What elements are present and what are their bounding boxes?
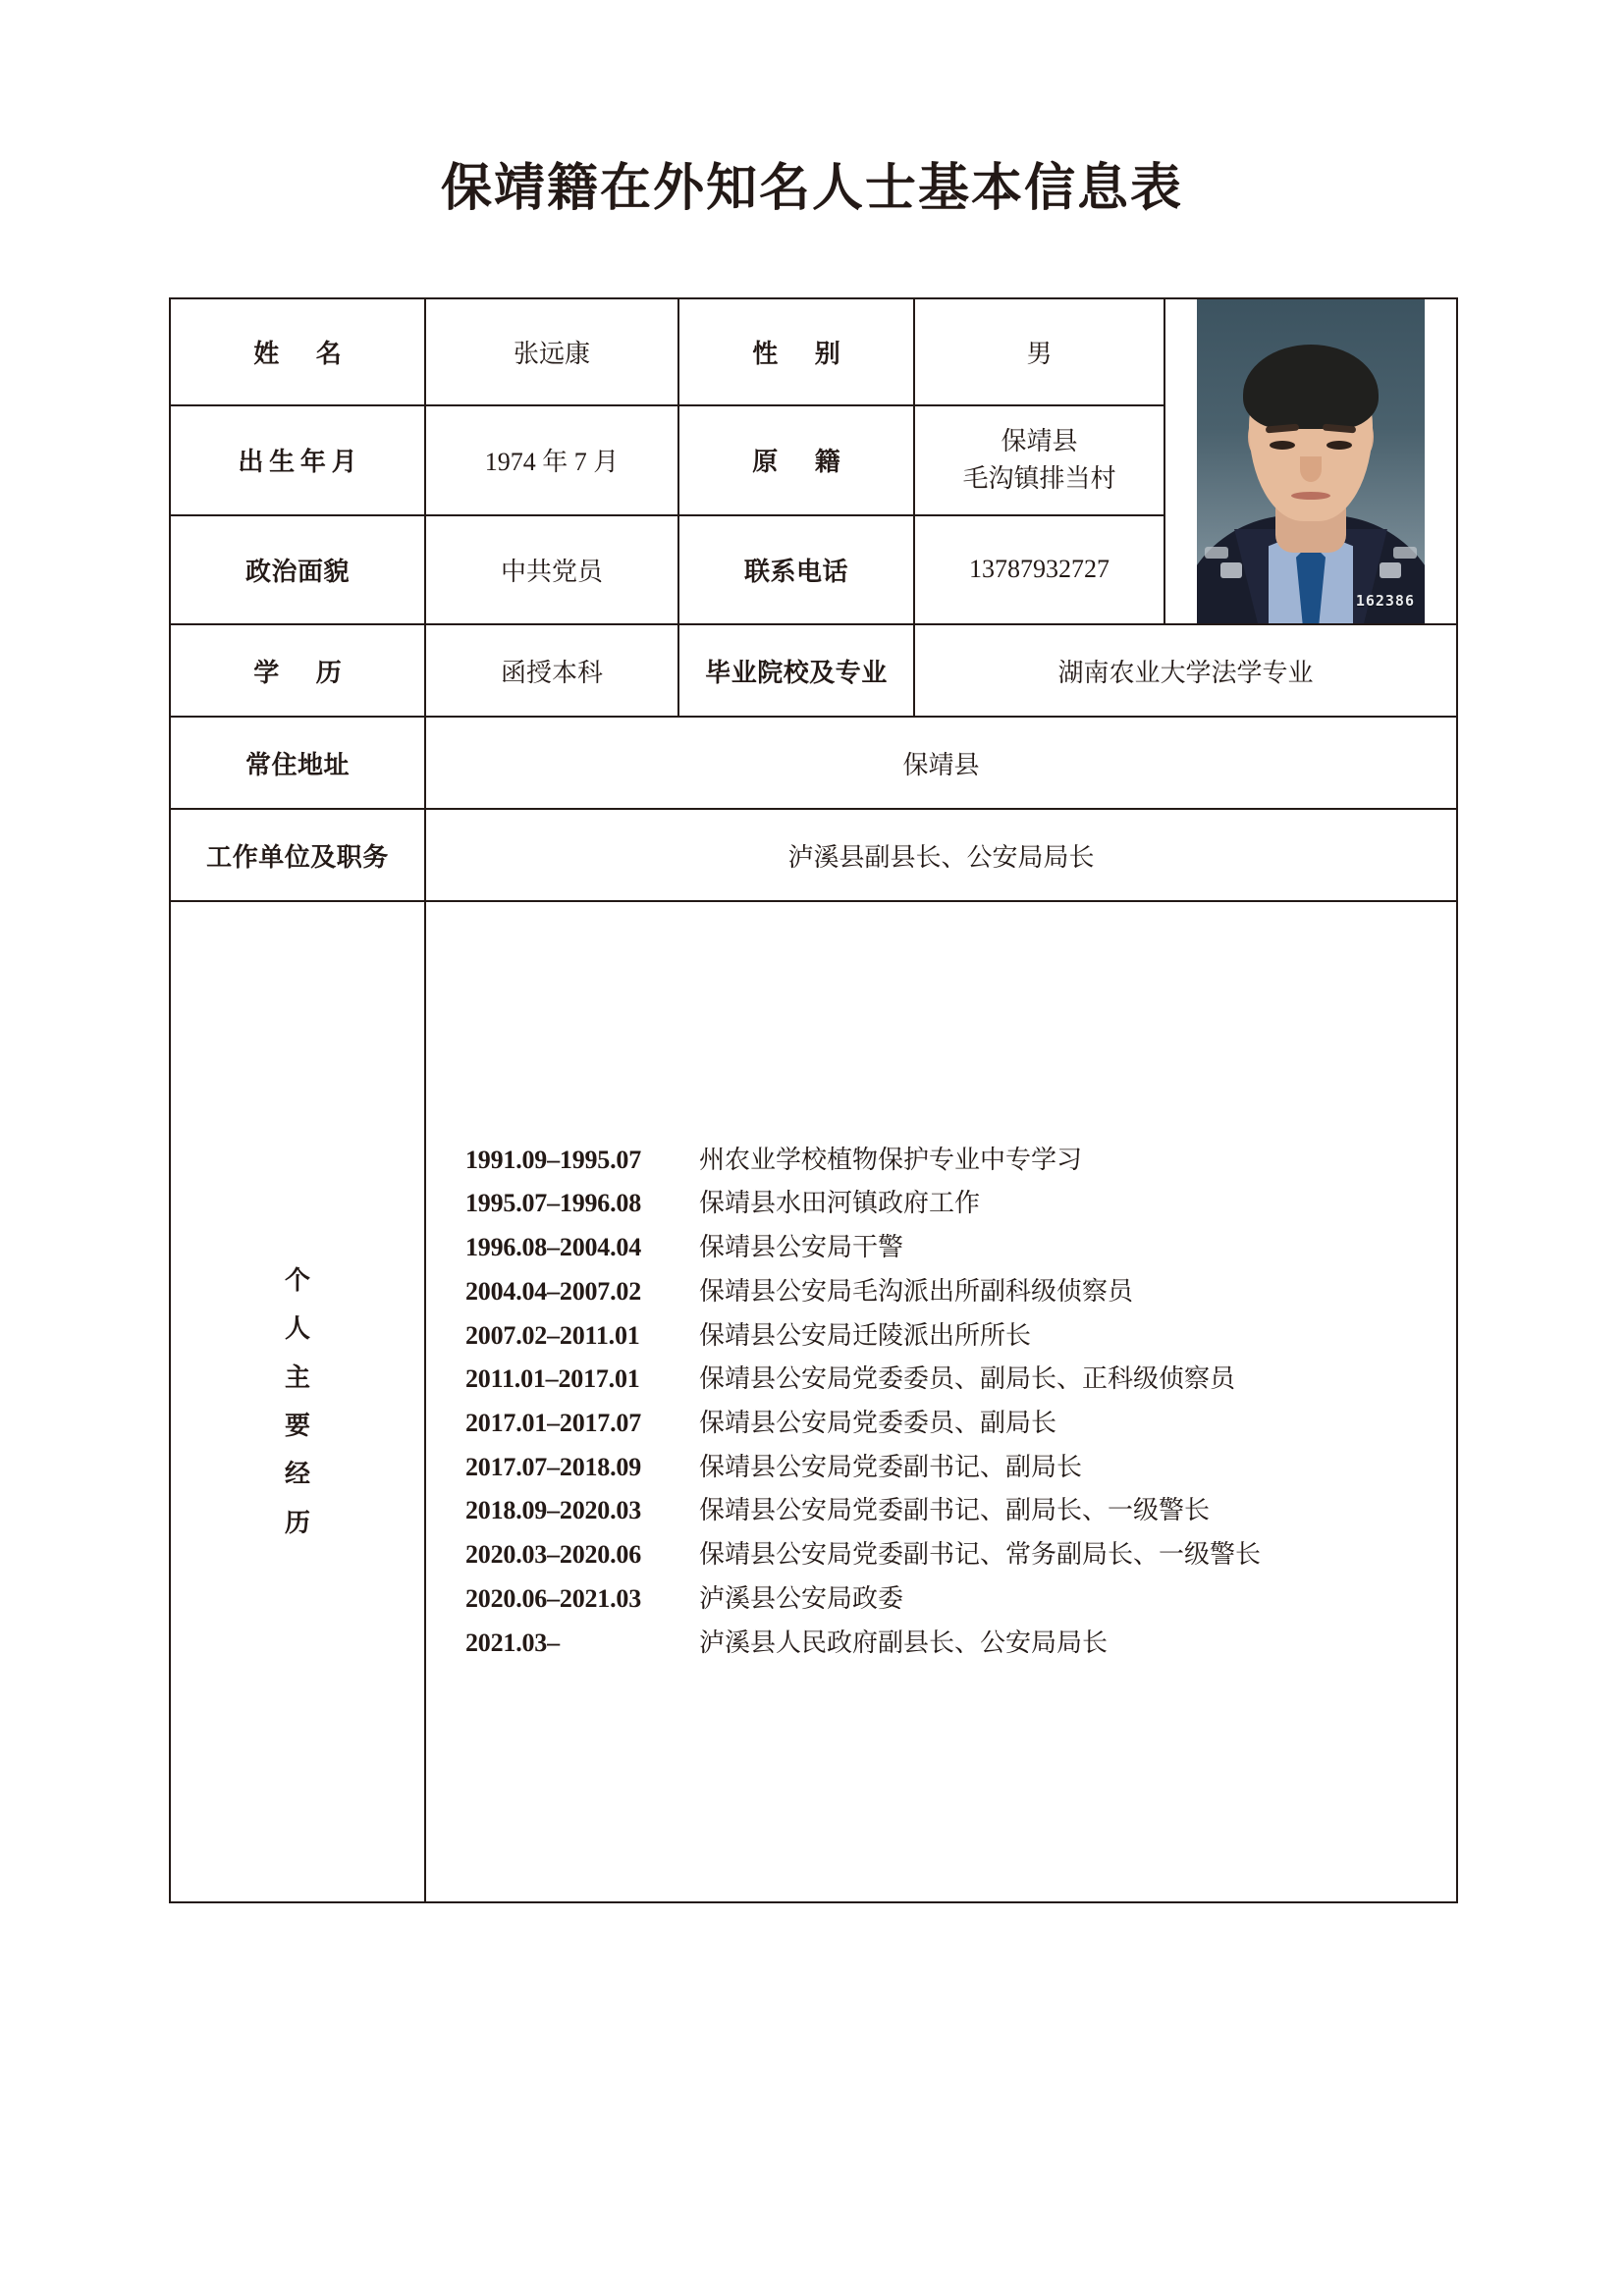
value-name: 张远康 [425, 298, 678, 405]
resume-label-char: 要 [284, 1412, 310, 1440]
label-native-place: 原 籍 [678, 405, 914, 514]
resume-entry-period: 2011.01–2017.01 [465, 1364, 640, 1394]
resume-entry-period: 2018.09–2020.03 [465, 1496, 642, 1525]
resume-entry-description: 州农业学校植物保护专业中专学习 [699, 1145, 1083, 1174]
label-birth-date: 出生年月 [170, 405, 425, 514]
label-name: 姓 名 [170, 298, 425, 405]
table-row [170, 624, 1457, 717]
chest-badge-right [1380, 562, 1401, 578]
resume-entry-description: 保靖县公安局党委副书记、常务副局长、一级警长 [699, 1540, 1262, 1570]
resume-entry [465, 1577, 1456, 1622]
resume-entry-period: 2007.02–2011.01 [465, 1320, 640, 1350]
resume-entry-period: 2004.04–2007.02 [465, 1276, 642, 1306]
resume-entry [465, 1358, 1456, 1402]
nose [1300, 456, 1322, 482]
resume-entry-description: 泸溪县人民政府副县长、公安局局长 [699, 1628, 1109, 1657]
native-place-line-1: 保靖县 [1001, 427, 1078, 456]
resume-label-char: 经 [284, 1460, 310, 1489]
value-permanent-address: 保靖县 [425, 717, 1457, 809]
resume-entry [465, 1489, 1456, 1533]
epaulet-left [1205, 547, 1228, 559]
value-personal-resume [425, 901, 1457, 1902]
resume-entry [465, 1226, 1456, 1270]
label-political-status: 政治面貌 [170, 515, 425, 624]
resume-entry [465, 1314, 1456, 1359]
value-political-status: 中共党员 [425, 515, 678, 624]
resume-label-char: 个 [284, 1265, 310, 1295]
value-work-unit: 泸溪县副县长、公安局局长 [425, 809, 1457, 901]
table-row [170, 717, 1457, 809]
resume-entry-period: 1995.07–1996.08 [465, 1189, 642, 1218]
resume-entry-description: 保靖县公安局党委副书记、副局长、一级警长 [699, 1496, 1211, 1525]
police-badge-number: 162386 [1355, 592, 1415, 610]
label-personal-resume [170, 901, 425, 1902]
resume-entry-description: 保靖县公安局迁陵派出所所长 [699, 1320, 1032, 1350]
label-phone: 联系电话 [678, 515, 914, 624]
resume-entry [465, 1182, 1456, 1226]
value-birth-date: 1974 年 7 月 [425, 405, 678, 514]
resume-entry-period: 2021.03– [465, 1628, 560, 1657]
resume-entry-period: 1991.09–1995.07 [465, 1145, 642, 1174]
resume-entry-period: 2017.07–2018.09 [465, 1452, 642, 1481]
eye-left [1270, 441, 1295, 450]
table-row [170, 809, 1457, 901]
label-school-major: 毕业院校及专业 [678, 624, 914, 717]
resume-entry [465, 1533, 1456, 1577]
resume-label-char: 历 [284, 1508, 310, 1537]
value-education: 函授本科 [425, 624, 678, 717]
table-row [170, 298, 1457, 405]
native-place-line-2: 毛沟镇排当村 [962, 463, 1116, 493]
resume-entry-description: 保靖县公安局党委副书记、副局长 [699, 1452, 1083, 1481]
label-work-unit: 工作单位及职务 [170, 809, 425, 901]
resume-entry [465, 1622, 1456, 1666]
resume-entry-description: 保靖县水田河镇政府工作 [699, 1189, 981, 1218]
value-school-major: 湖南农业大学法学专业 [914, 624, 1457, 717]
resume-entry-description: 保靖县公安局党委委员、副局长、正科级侦察员 [699, 1364, 1236, 1394]
resume-entry-period: 2017.01–2017.07 [465, 1409, 642, 1437]
resume-entry-period: 2020.06–2021.03 [465, 1583, 642, 1613]
resume-entry [465, 1446, 1456, 1490]
chest-badge-left [1220, 562, 1242, 578]
label-gender: 性 别 [678, 298, 914, 405]
resume-entry [465, 1402, 1456, 1446]
resume-entry [465, 1139, 1456, 1183]
photo-cell [1164, 298, 1457, 624]
resume-list [426, 1139, 1456, 1666]
value-native-place [914, 405, 1164, 514]
page-title: 保靖籍在外知名人士基本信息表 [440, 161, 1183, 217]
value-phone: 13787932727 [914, 515, 1164, 624]
resume-entry-period: 1996.08–2004.04 [465, 1233, 642, 1262]
personal-info-table [169, 297, 1458, 1903]
resume-entry [465, 1270, 1456, 1314]
resume-label-char: 人 [284, 1314, 310, 1344]
eye-right [1326, 441, 1352, 450]
epaulet-right [1393, 547, 1417, 559]
portrait-photo [1197, 299, 1425, 623]
label-permanent-address: 常住地址 [170, 717, 425, 809]
resume-label-char: 主 [284, 1362, 310, 1392]
resume-entry-description: 保靖县公安局干警 [699, 1233, 904, 1262]
value-gender: 男 [914, 298, 1164, 405]
resume-entry-description: 泸溪县公安局政委 [699, 1583, 904, 1613]
table-row [170, 901, 1457, 1902]
resume-entry-period: 2020.03–2020.06 [465, 1540, 642, 1570]
label-education: 学 历 [170, 624, 425, 717]
resume-entry-description: 保靖县公安局毛沟派出所副科级侦察员 [699, 1276, 1134, 1306]
resume-entry-description: 保靖县公安局党委委员、副局长 [699, 1409, 1057, 1437]
mouth [1291, 492, 1330, 500]
